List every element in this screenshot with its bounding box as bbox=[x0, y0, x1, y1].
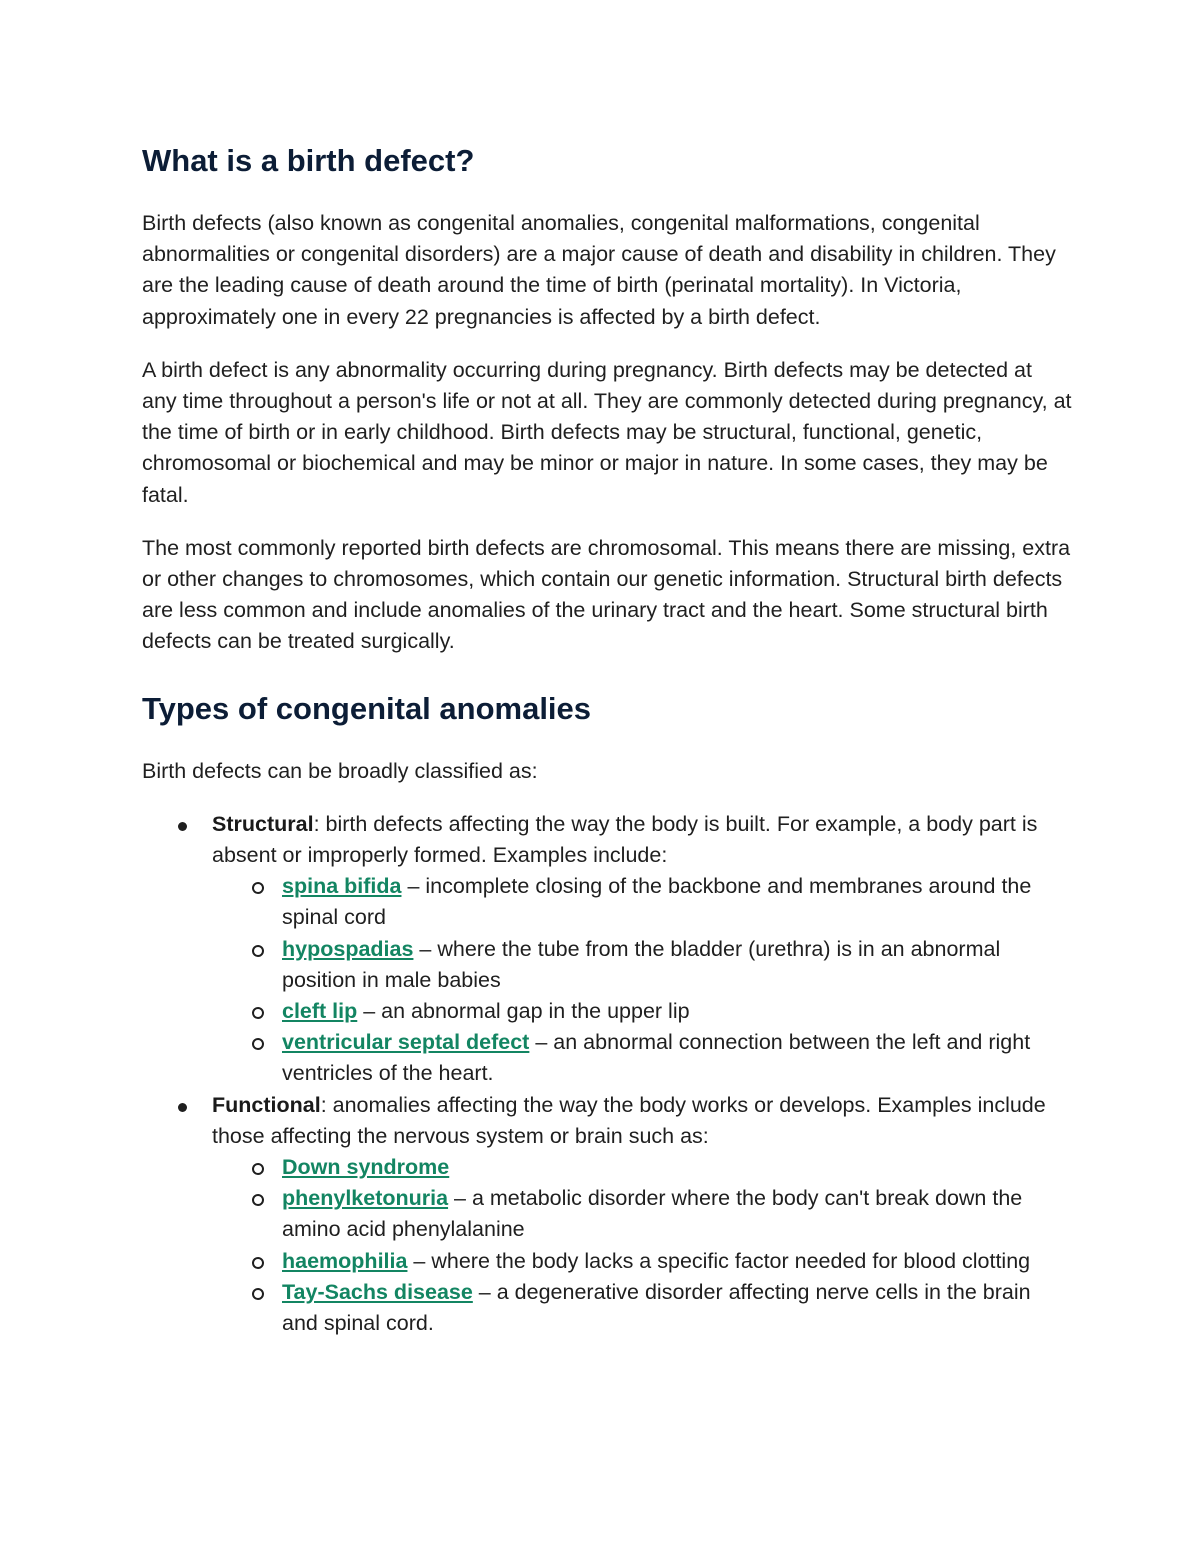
list-item bbox=[212, 1246, 1072, 1277]
paragraph-3: The most commonly reported birth defects are chromosomal. This means there are missing, extra or other changes to chromosomes, which contain our genetic information. Structural birth defects are less common and include anomalies of the urinary tract and the heart. Some structural birth defects can be treated surgically. bbox=[142, 535, 1071, 654]
category-term: Functional bbox=[212, 1092, 321, 1117]
example-description: – a degenerative disorder affecting nerve cells in the brain and spinal cord. bbox=[282, 1279, 1031, 1336]
bullet-icon bbox=[178, 1103, 187, 1112]
example-description: – an abnormal gap in the upper lip bbox=[357, 999, 690, 1024]
list-item-structural bbox=[142, 809, 1072, 1090]
category-text: : birth defects affecting the way the body is built. For example, a body part is absent or improperly formed. Examples include: bbox=[212, 811, 1038, 868]
bullet-icon bbox=[178, 822, 187, 831]
example-description: – an abnormal connection between the left and right ventricles of the heart. bbox=[282, 1030, 1031, 1086]
circle-bullet-icon bbox=[252, 1163, 264, 1175]
link-phenylketonuria[interactable]: phenylketonuria bbox=[282, 1186, 449, 1211]
circle-bullet-icon bbox=[252, 1288, 264, 1300]
list-item bbox=[212, 1027, 1072, 1089]
category-term: Structural bbox=[212, 811, 314, 836]
list-item bbox=[212, 934, 1072, 996]
circle-bullet-icon bbox=[252, 1038, 264, 1050]
heading-types-of-anomalies: Types of congenital anomalies bbox=[142, 690, 592, 726]
example-description: – where the tube from the bladder (urethra) is in an abnormal position in male babies bbox=[282, 936, 1001, 992]
list-item bbox=[212, 1183, 1072, 1245]
example-list bbox=[212, 871, 1072, 1089]
circle-bullet-icon bbox=[252, 1007, 264, 1019]
circle-bullet-icon bbox=[252, 882, 264, 894]
list-item bbox=[212, 996, 1072, 1027]
link-hypospadias[interactable]: hypospadias bbox=[282, 936, 414, 961]
link-tay-sachs-disease[interactable]: Tay-Sachs disease bbox=[282, 1279, 473, 1304]
link-spina-bifida[interactable]: spina bifida bbox=[282, 874, 402, 899]
link-down-syndrome[interactable]: Down syndrome bbox=[282, 1155, 450, 1180]
classification-intro: Birth defects can be broadly classified as: bbox=[142, 758, 538, 783]
list-item bbox=[212, 871, 1072, 933]
example-list bbox=[212, 1152, 1072, 1339]
category-text: : anomalies affecting the way the body works or develops. Examples include those affecting the nervous system or brain such as: bbox=[212, 1092, 1046, 1148]
category-list bbox=[142, 809, 1072, 1339]
example-description: – where the body lacks a specific factor needed for blood clotting bbox=[407, 1248, 1031, 1273]
circle-bullet-icon bbox=[252, 945, 264, 957]
example-description: – incomplete closing of the backbone and membranes around the spinal cord bbox=[282, 874, 1032, 930]
circle-bullet-icon bbox=[252, 1257, 264, 1269]
circle-bullet-icon bbox=[252, 1194, 264, 1206]
list-item-functional bbox=[142, 1090, 1072, 1340]
paragraph-2: A birth defect is any abnormality occurring during pregnancy. Birth defects may be detected at any time throughout a person's life or not at all. They are commonly detected during pregnancy, at the time of birth or in early childhood. Birth defects may be structural, functional, genetic, chromosomal or biochemical and may be minor or major in nature. In some cases, they may be fatal. bbox=[142, 357, 1072, 507]
list-item bbox=[212, 1152, 1072, 1183]
paragraph-1: Birth defects (also known as congenital anomalies, congenital malformations, congenital abnormalities or congenital disorders) are a major cause of death and disability in children. They are the leading cause of death around the time of birth (perinatal mortality). In Victoria, approximately one in every 22 pregnancies is affected by a birth defect. bbox=[142, 211, 1056, 329]
link-haemophilia[interactable]: haemophilia bbox=[282, 1248, 408, 1273]
document-body bbox=[142, 138, 1072, 1339]
example-description: – a metabolic disorder where the body can't break down the amino acid phenylalanine bbox=[282, 1186, 1023, 1242]
link-ventricular-septal-defect[interactable]: ventricular septal defect bbox=[282, 1030, 530, 1055]
heading-what-is-birth-defect: What is a birth defect? bbox=[142, 143, 475, 178]
link-cleft-lip[interactable]: cleft lip bbox=[282, 999, 358, 1024]
list-item bbox=[212, 1277, 1072, 1339]
